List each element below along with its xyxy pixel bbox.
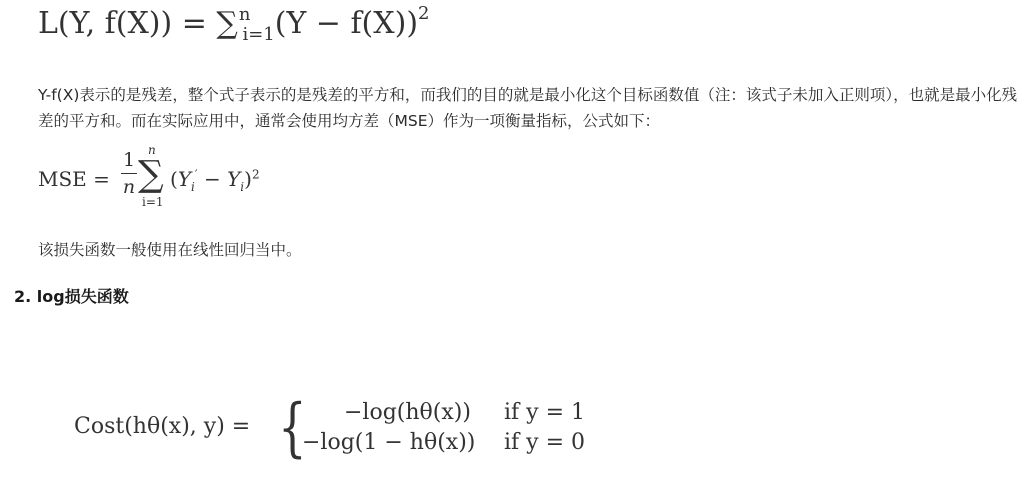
residual-explanation-paragraph: Y-f(X)表示的是残差，整个式子表示的是残差的平方和，而我们的目的就是最小化这个目标函数值（注：该式子未加入正则项），也就是最小化残差的平方和。而在实际应用中，通常会使用均方差（MSE）作为一项衡量指标，公式如下： [38,86,1018,130]
mse-sum-symbol: ∑ [138,154,164,195]
loss-exponent: 2 [418,3,430,24]
loss-sum-upper: n [238,4,251,25]
squared-loss-equation [38,2,429,50]
loss-lhs: L(Y, f(X)) = [38,6,217,41]
mse-sum-upper: n [148,143,156,157]
linear-regression-note: 该损失函数一般使用在线性回归当中。 [38,241,302,259]
mse-body: $(Y_i' - Y_i)^2$ [170,167,260,194]
loss-sum-symbol: ∑ [216,6,238,41]
log-loss-heading: 2. log损失函数 [14,287,129,306]
cost-condition-1: if y = 1 [504,400,586,425]
mse-sum-lower: i=1 [142,195,164,209]
cost-case-1: −log(hθ(x)) [344,400,471,425]
cost-condition-2: if y = 0 [504,430,586,455]
mse-fraction-bar [121,173,137,174]
loss-body: (Y − f(X)) [274,6,419,41]
mse-numerator: 1 [122,149,136,171]
loss-sum-lower: i=1 [242,24,275,45]
cost-case-2: −log(1 − hθ(x)) [302,430,476,455]
mse-denominator: n [122,176,136,198]
mse-fraction [121,149,137,198]
cost-left-brace: { [278,391,307,465]
mse-lhs: MSE = [38,167,110,191]
cost-lhs: Cost(hθ(x), y) = [74,414,251,439]
